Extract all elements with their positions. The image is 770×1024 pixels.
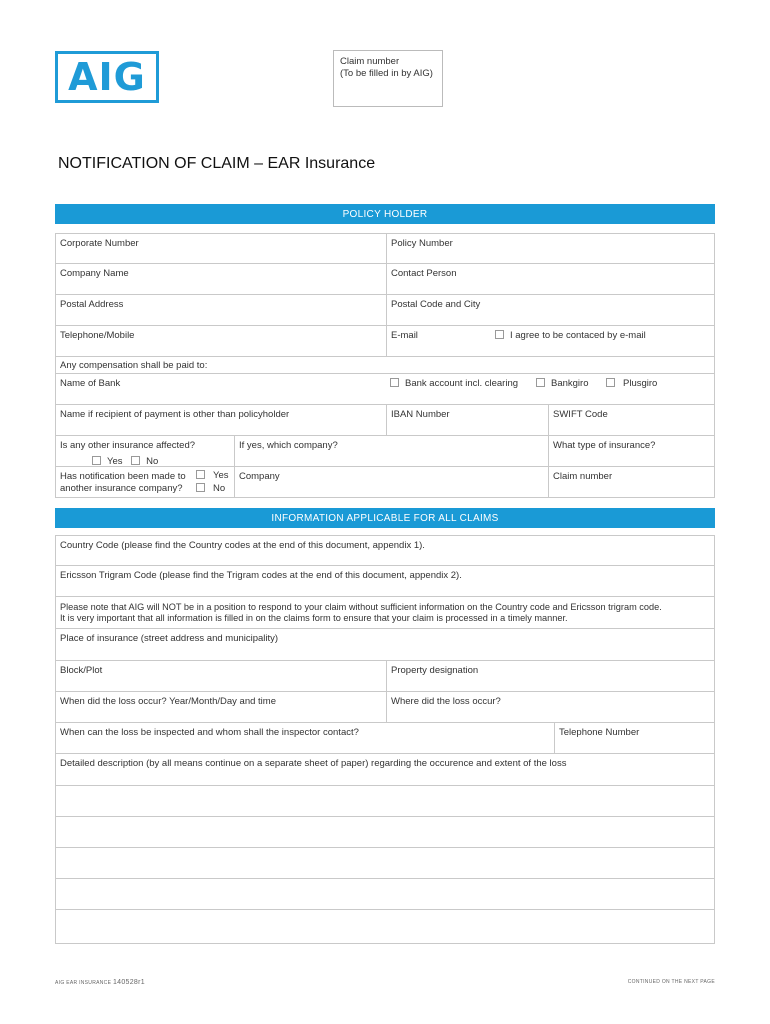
- corporate-number-field[interactable]: [56, 234, 386, 263]
- policy-holder-heading: POLICY HOLDER: [55, 204, 715, 224]
- row-place: [55, 629, 715, 661]
- notification-no-checkbox[interactable]: [196, 483, 205, 492]
- row-note: [55, 597, 715, 629]
- email-consent-label: I agree to be contaced by e-mail: [510, 330, 646, 341]
- place-of-insurance-field[interactable]: [56, 629, 714, 660]
- insurance-type-label: What type of insurance?: [553, 440, 656, 451]
- notification-label-2: another insurance company?: [60, 482, 183, 494]
- row-inspection: [55, 723, 715, 754]
- insurance-type-field[interactable]: [548, 436, 714, 466]
- contact-person-label: Contact Person: [391, 268, 457, 279]
- row-company: [55, 264, 715, 295]
- postal-address-label: Postal Address: [60, 299, 124, 310]
- trigram-code-field[interactable]: [56, 566, 714, 596]
- footer-code: 140528r1: [112, 979, 145, 986]
- footer-right: CONTINUED ON THE NEXT PAGE: [627, 979, 715, 985]
- aig-logo: AIG: [55, 51, 159, 103]
- telephone-number-label: Telephone Number: [559, 727, 640, 738]
- contact-person-field[interactable]: [386, 264, 714, 294]
- loss-when-field[interactable]: [56, 692, 386, 722]
- row-recipient: [55, 405, 715, 436]
- description-line-3[interactable]: [55, 848, 715, 879]
- row-corporate: [55, 233, 715, 264]
- row-compensation-note: [55, 357, 715, 374]
- property-designation-field[interactable]: [386, 661, 714, 691]
- claim-box-label: Claim number: [340, 56, 400, 67]
- other-insurance-options: [60, 456, 230, 468]
- description-line-2[interactable]: [55, 817, 715, 848]
- postal-code-city-label: Postal Code and City: [391, 299, 481, 310]
- claim-number-field[interactable]: [548, 467, 714, 497]
- row-bank: [55, 374, 715, 405]
- other-insurance-label: Is any other insurance affected?: [60, 440, 196, 451]
- description-field[interactable]: [56, 754, 714, 785]
- recipient-field[interactable]: [56, 405, 386, 435]
- postal-address-field[interactable]: [56, 295, 386, 325]
- row-trigram: [55, 566, 715, 597]
- important-note: [56, 597, 714, 628]
- row-telephone: [55, 326, 715, 357]
- bankgiro-option: [536, 378, 589, 389]
- swift-label: SWIFT Code: [553, 409, 608, 420]
- row-description: [55, 754, 715, 786]
- bank-name-field[interactable]: [56, 374, 386, 404]
- row-block: [55, 661, 715, 692]
- postal-code-city-field[interactable]: [386, 295, 714, 325]
- plusgiro-option: [606, 378, 657, 389]
- loss-where-field[interactable]: [386, 692, 714, 722]
- telephone-label: Telephone/Mobile: [60, 330, 135, 341]
- bankgiro-label: Bankgiro: [551, 378, 589, 389]
- country-code-label: Country Code (please find the Country codes at the end of this document, appendix 1).: [60, 540, 425, 551]
- loss-where-label: Where did the loss occur?: [391, 696, 501, 707]
- loss-when-label: When did the loss occur? Year/Month/Day and time: [60, 696, 276, 707]
- notification-yes-option: [196, 470, 229, 481]
- bank-account-option: [390, 378, 518, 389]
- bank-account-checkbox[interactable]: [390, 378, 399, 387]
- trigram-code-label: Ericsson Trigram Code (please find the Trigram codes at the end of this document, appendix 2).: [60, 570, 462, 581]
- which-company-label: If yes, which company?: [239, 440, 338, 451]
- block-plot-field[interactable]: [56, 661, 386, 691]
- notification-no-option: [196, 483, 225, 494]
- row-loss: [55, 692, 715, 723]
- bank-name-label: Name of Bank: [60, 378, 121, 389]
- description-label: Detailed description (by all means continue on a separate sheet of paper) regarding the occurence and extent of the loss: [60, 758, 567, 769]
- notification-label-1: Has notification been made to: [60, 471, 186, 482]
- bank-account-label: Bank account incl. clearing: [405, 378, 519, 389]
- other-insurance-no-label: No: [146, 455, 159, 467]
- all-claims-heading: INFORMATION APPLICABLE FOR ALL CLAIMS: [55, 508, 715, 528]
- row-postal: [55, 295, 715, 326]
- form-title: NOTIFICATION OF CLAIM – EAR Insurance: [58, 155, 376, 172]
- telephone-number-field[interactable]: [554, 723, 714, 753]
- important-note-line-1: Please note that AIG will NOT be in a position to respond to your claim without sufficient information on the Country code and Ericsson trigram code.: [60, 602, 662, 612]
- claim-number-box[interactable]: [333, 50, 443, 107]
- policy-number-label: Policy Number: [391, 238, 453, 249]
- other-insurance-no-checkbox[interactable]: [131, 456, 140, 465]
- notification-yes-checkbox[interactable]: [196, 470, 205, 479]
- email-consent: [495, 330, 646, 341]
- company-field[interactable]: [234, 467, 548, 497]
- property-designation-label: Property designation: [391, 665, 479, 676]
- compensation-note: Any compensation shall be paid to:: [60, 360, 208, 371]
- which-company-field[interactable]: [234, 436, 548, 466]
- important-note-line-2: It is very important that all information is filled in on the claims form to ensure that your claim is processed in a timely manner.: [60, 612, 568, 623]
- footer-label: AIG EAR INSURANCE: [55, 980, 112, 986]
- claim-number-label: Claim number: [553, 471, 613, 482]
- country-code-field[interactable]: [56, 536, 714, 565]
- row-country-code: [55, 535, 715, 566]
- other-insurance-yes-checkbox[interactable]: [92, 456, 101, 465]
- notification-yes-label: Yes: [213, 470, 229, 481]
- description-line-1[interactable]: [55, 786, 715, 817]
- notification-no-label: No: [213, 483, 226, 494]
- description-line-4[interactable]: [55, 879, 715, 910]
- corporate-number-label: Corporate Number: [60, 238, 139, 249]
- company-label: Company: [239, 471, 280, 482]
- plusgiro-label: Plusgiro: [623, 378, 658, 389]
- inspection-label: When can the loss be inspected and whom shall the inspector contact?: [60, 727, 359, 738]
- telephone-field[interactable]: [56, 326, 386, 356]
- company-name-field[interactable]: [56, 264, 386, 294]
- company-name-label: Company Name: [60, 268, 129, 279]
- inspection-field[interactable]: [56, 723, 554, 753]
- other-insurance-yes-label: Yes: [107, 455, 123, 467]
- block-plot-label: Block/Plot: [60, 665, 103, 676]
- other-insurance-field: [56, 436, 234, 466]
- email-label: E-mail: [391, 330, 418, 341]
- place-of-insurance-label: Place of insurance (street address and municipality): [60, 633, 279, 644]
- claim-box-sublabel: (To be filled in by AIG): [340, 68, 433, 80]
- policy-number-field[interactable]: [386, 234, 714, 263]
- plusgiro-checkbox[interactable]: [606, 378, 615, 387]
- row-notification: [55, 467, 715, 498]
- iban-label: IBAN Number: [391, 409, 450, 420]
- bankgiro-checkbox[interactable]: [536, 378, 545, 387]
- footer-left: [55, 979, 145, 986]
- swift-field[interactable]: [548, 405, 714, 435]
- description-line-5[interactable]: [55, 910, 715, 944]
- email-consent-checkbox[interactable]: [495, 330, 504, 339]
- iban-field[interactable]: [386, 405, 548, 435]
- row-other-insurance: [55, 436, 715, 467]
- recipient-label: Name if recipient of payment is other than policyholder: [60, 409, 290, 420]
